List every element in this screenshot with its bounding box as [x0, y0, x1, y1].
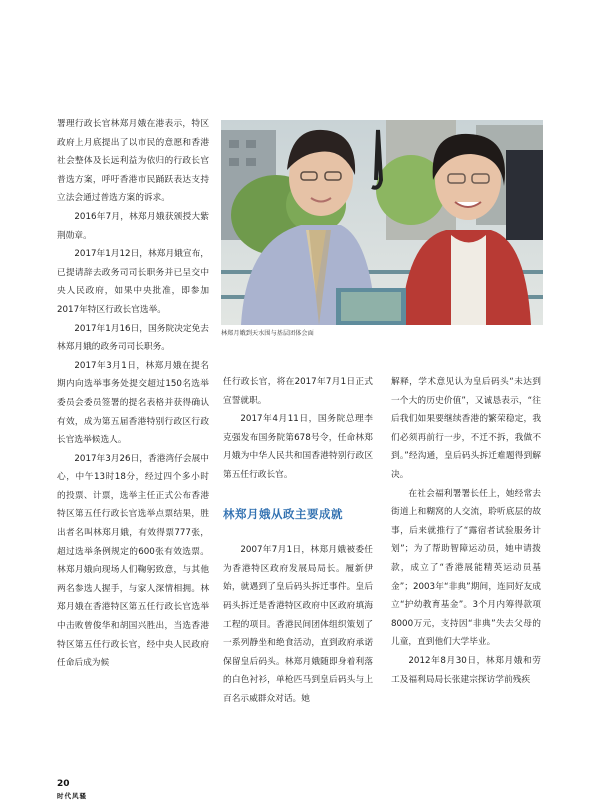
- paragraph: 2017年3月26日，香港湾仔会展中心，中午13时18分，经过四个多小时的投票、计票，选举主任正式公布香港特区第五任行政长官选举点票结果，胜出者名叫林郑月娥，有效得票777张，超过选举条例规定的600张有效选票。林郑月娥向现场人们鞠躬致意，与其他两名参选人握手，与家人深情相拥。林郑月娥在香港特区第五任行政长官选举中击败曾俊华和胡国兴胜出，当选香港特区第五任行政长官，经中央人民政府任命后成为候: [57, 453, 209, 669]
- article-column-3: [391, 373, 541, 689]
- paragraph: 2016年7月，林郑月娥获颁授大紫荆勋章。: [57, 211, 209, 241]
- paragraph: 解释，学术意见认为皇后码头“未达到一个大的历史价值”，又诚恳表示，“往后我们如果要继续香港的繁荣稳定，我们必须再前行一步，不迁不拆，我做不到。”经沟通，皇后码头拆迁难题得到解决。: [391, 377, 541, 480]
- paragraph: 2017年1月12日，林郑月娥宣布，已提请辞去政务司司长职务并已呈交中央人民政府，如果中央批准，即参加2017年特区行政长官选举。: [57, 249, 209, 315]
- paragraph: 署理行政长官林郑月娥在港表示，特区政府上月底提出了以市民的意愿和香港社会整体及长远利益为依归的行政长官普选方案，呼吁香港市民踊跃表达支持立法会通过普选方案的诉求。: [57, 119, 209, 204]
- article-column-2: [223, 373, 373, 709]
- paragraph: 2017年4月11日，国务院总理李克强发布国务院第678号令，任命林郑月娥为中华人民共和国香港特别行政区第五任行政长官。: [223, 414, 373, 480]
- photo-illustration: [221, 120, 543, 325]
- section-heading: 林郑月娥从政主要成就: [223, 506, 343, 521]
- paragraph: 在社会福利署署长任上，她经常去街道上和糊窝的人交流，聆听底层的故事，后来就推行了“露宿者试验服务计划”；为了帮助智障运动员，她申请拨款，成立了“香港展能精英运动员基金”；2003年“非典”期间，连同好友成立“护幼教育基金”。3个月内筹得款项8000万元，支持因“非典”失去父母的儿童，直到他们大学毕业。: [391, 488, 541, 648]
- paragraph: 任行政长官，将在2017年7月1日正式宣誓就职。: [223, 377, 373, 406]
- paragraph: 2017年3月1日，林郑月娥在提名期内向选举事务处提交超过150名选举委员会委员签署的提名表格并获得确认有效，成为第五届香港特别行政区行政长官选举候选人。: [57, 360, 209, 446]
- page-number: 20: [57, 779, 70, 789]
- paragraph: 2012年8月30日，林郑月娥和劳工及福利局局长张建宗探访学前残疾: [391, 655, 541, 685]
- article-photo: [221, 120, 543, 325]
- photo-caption: 林郑月娥到天水围与基层团体会面: [221, 330, 314, 337]
- magazine-name: 时代风骚: [57, 792, 87, 800]
- paragraph: 2007年7月1日，林郑月娥被委任为香港特区政府发展局局长。履新伊始，就遇到了皇后码头拆迁事件。皇后码头拆迁是香港特区政府中区政府填海工程的项目。香港民间团体组织策划了一系列静坐和绝食活动，直到政府承诺保留皇后码头。林郑月娥随即身着利落的白色衬衫，单枪匹马到皇后码头与上百名示威群众对话。她: [223, 545, 373, 704]
- article-column-1: [57, 115, 209, 673]
- paragraph: 2017年1月16日，国务院决定免去林郑月娥的政务司司长职务。: [57, 323, 209, 353]
